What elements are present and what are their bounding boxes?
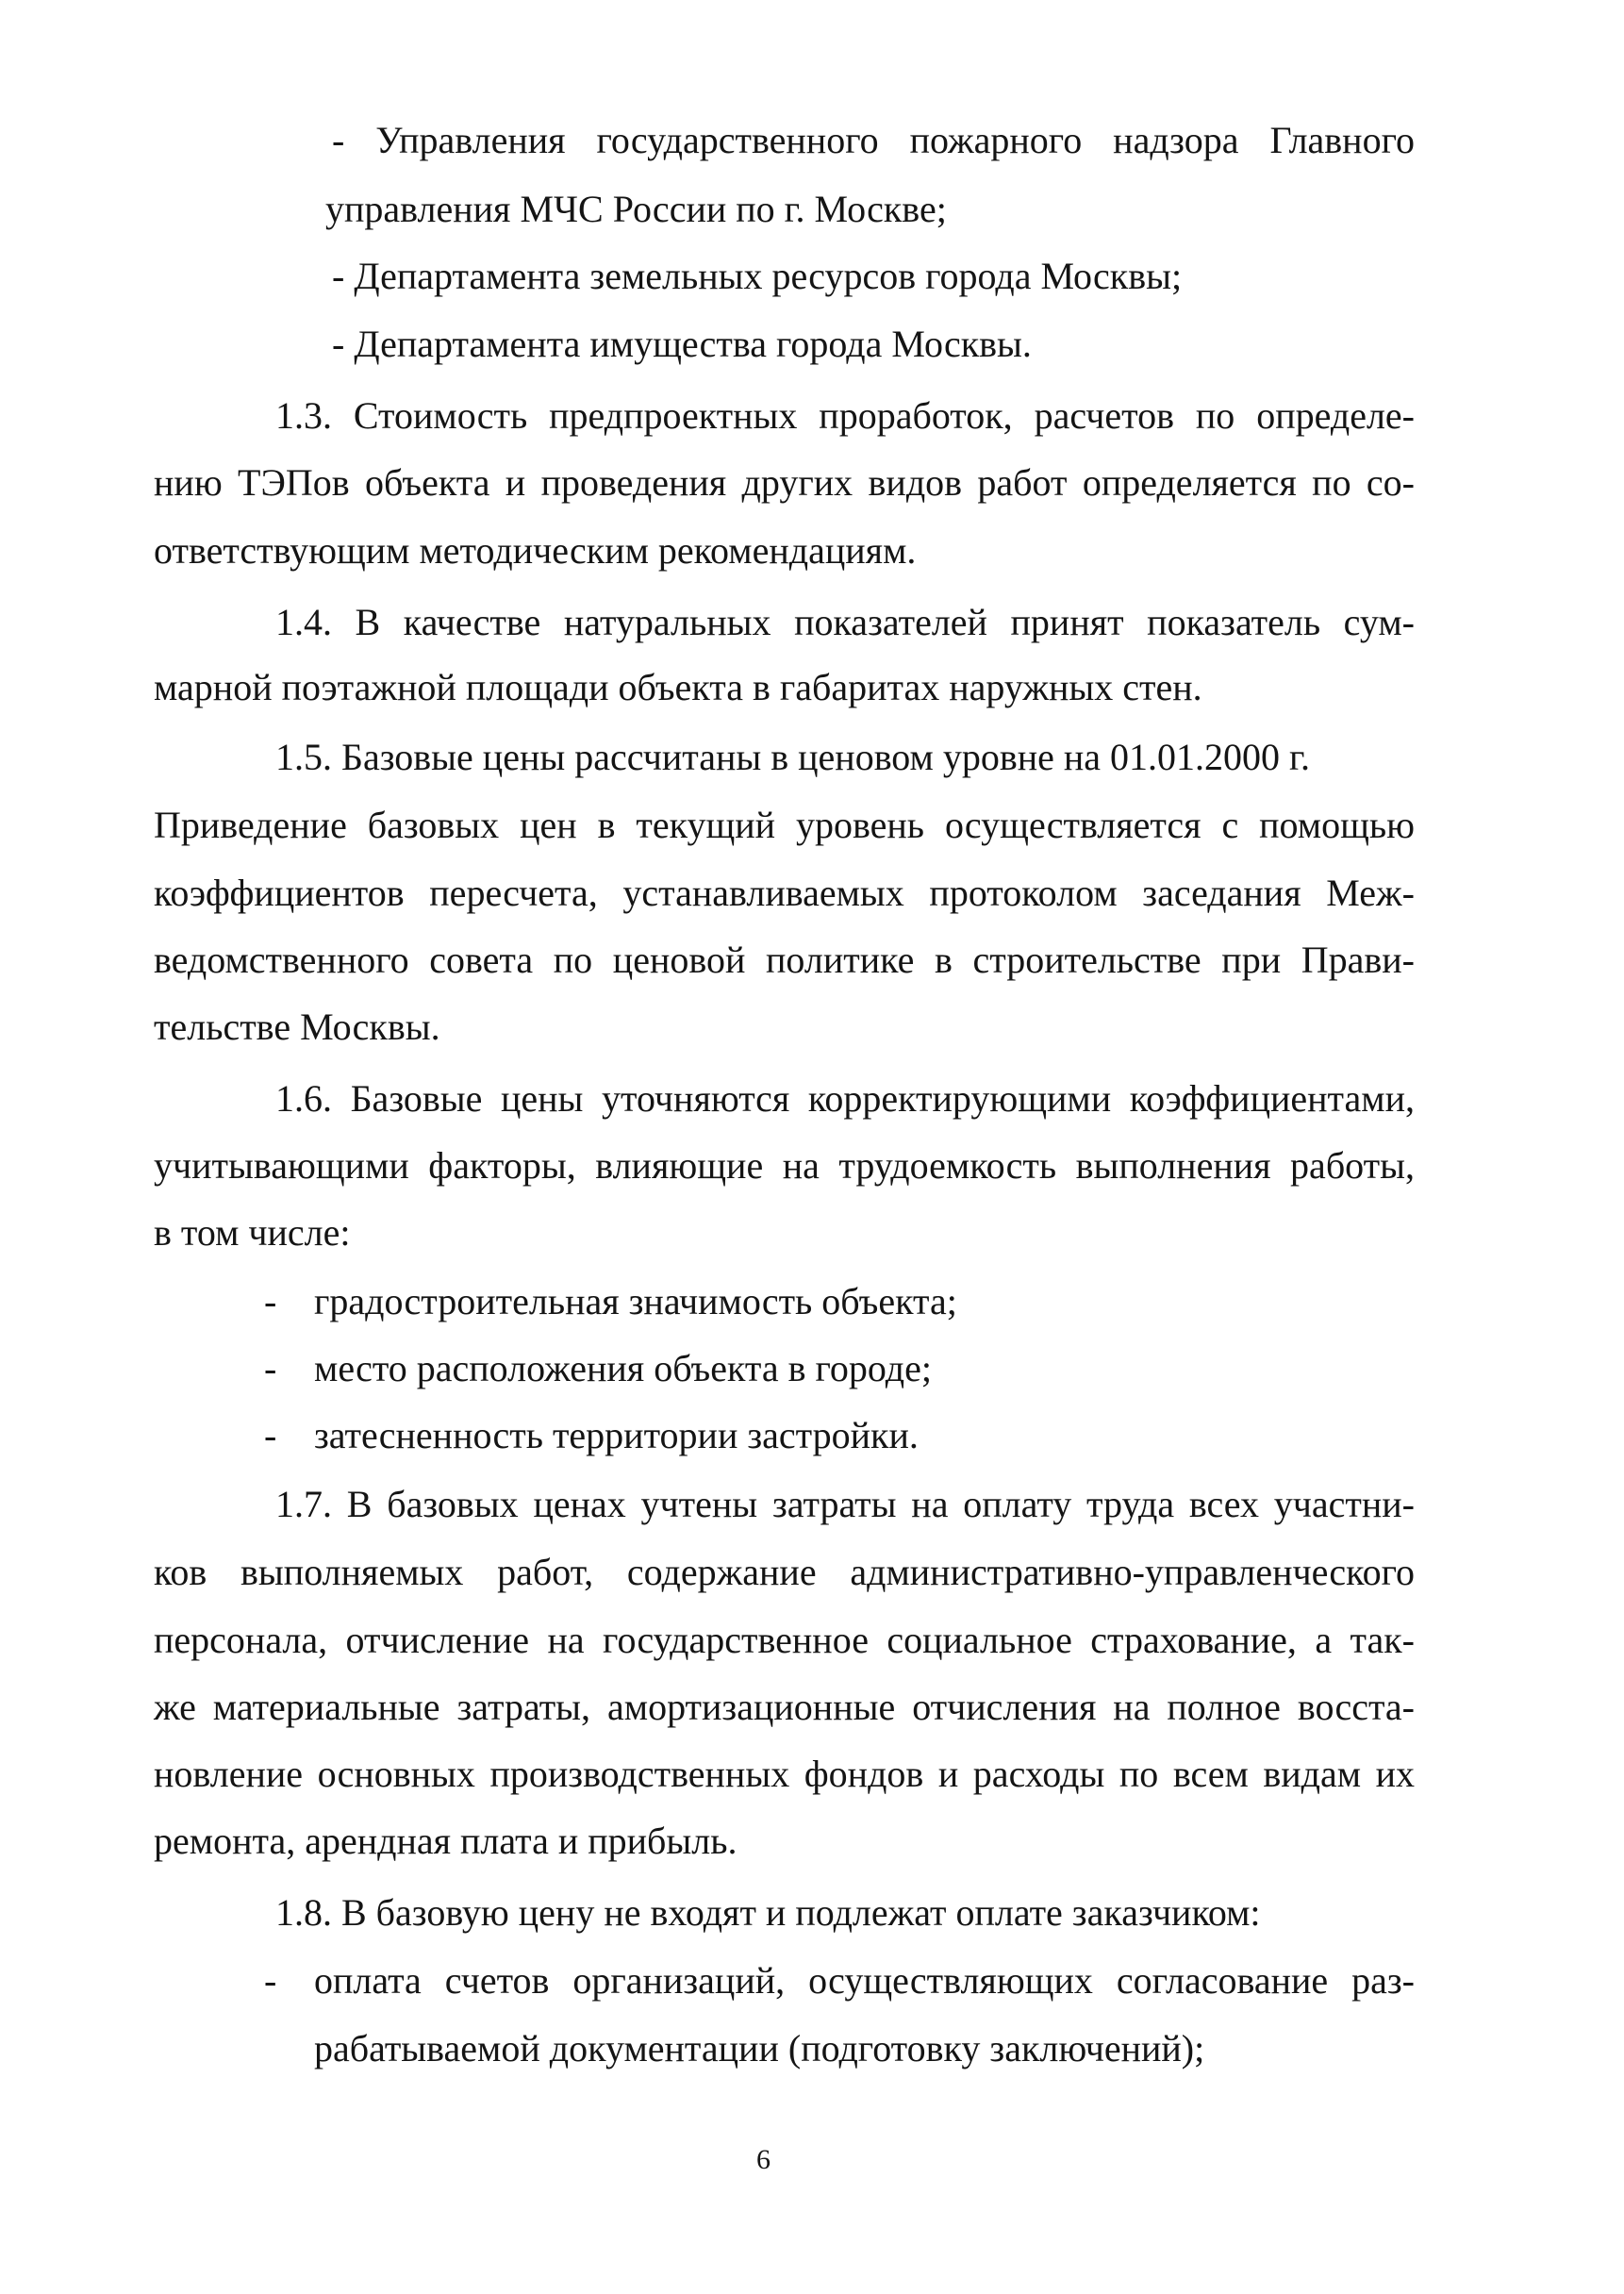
paragraph-1-6-line: 1.6. Базовые цены уточняются корректирующими коэффициентами, — [275, 1077, 1415, 1120]
bullet-item-continuation: рабатываемой документации (подготовку заключений); — [314, 2027, 1205, 2070]
bullet-dash: - — [264, 1280, 277, 1322]
paragraph-1-3-line: нию ТЭПов объекта и проведения других видов работ определяется по со- — [154, 461, 1415, 504]
paragraph-1-6-line: в том числе: — [154, 1211, 351, 1254]
text-line: - Департамента земельных ресурсов города Москвы; — [332, 255, 1183, 297]
paragraph-1-7-line: ков выполняемых работ, содержание административно-управленческого — [154, 1551, 1415, 1593]
paragraph-1-7-line: персонала, отчисление на государственное социальное страхование, а так- — [154, 1619, 1415, 1661]
paragraph-1-4-line: марной поэтажной площади объекта в габаритах наружных стен. — [154, 666, 1202, 708]
paragraph-1-7-line: новление основных производственных фондов и расходы по всем видам их — [154, 1753, 1415, 1795]
bullet-dash: - — [264, 1959, 277, 2002]
paragraph-1-5-line: ведомственного совета по ценовой политике в строительстве при Прави- — [154, 939, 1415, 981]
paragraph-1-3-line: 1.3. Стоимость предпроектных проработок, расчетов по определе- — [275, 394, 1415, 437]
paragraph-1-7-line: ремонта, арендная плата и прибыль. — [154, 1820, 737, 1862]
paragraph-1-5-line: тельстве Москвы. — [154, 1006, 440, 1048]
text-line: - Управления государственного пожарного надзора Главного — [332, 119, 1415, 161]
page-number: 6 — [756, 2144, 771, 2175]
paragraph-1-7-line: 1.7. В базовых ценах учтены затраты на оплату труда всех участни- — [275, 1483, 1415, 1525]
paragraph-1-7-line: же материальные затраты, амортизационные отчисления на полное восста- — [154, 1686, 1415, 1728]
paragraph-1-4-line: 1.4. В качестве натуральных показателей принят показатель сум- — [275, 601, 1415, 643]
bullet-item: оплата счетов организаций, осуществляющих согласование раз- — [314, 1959, 1415, 2002]
bullet-item: градостроительная значимость объекта; — [314, 1280, 957, 1322]
bullet-item: затесненность территории застройки. — [314, 1414, 919, 1456]
text-line: - Департамента имущества города Москвы. — [332, 323, 1032, 365]
bullet-item: место расположения объекта в городе; — [314, 1347, 932, 1389]
paragraph-1-5-line: 1.5. Базовые цены рассчитаны в ценовом уровне на 01.01.2000 г. — [275, 736, 1310, 778]
paragraph-1-8-line: 1.8. В базовую цену не входят и подлежат оплате заказчиком: — [275, 1891, 1261, 1934]
paragraph-1-5-line: Приведение базовых цен в текущий уровень осуществляется с помощью — [154, 804, 1415, 846]
bullet-dash: - — [264, 1414, 277, 1456]
paragraph-1-3-line: ответствующим методическим рекомендациям. — [154, 529, 917, 572]
text-line: управления МЧС России по г. Москве; — [325, 188, 947, 230]
bullet-dash: - — [264, 1347, 277, 1389]
paragraph-1-5-line: коэффициентов пересчета, устанавливаемых протоколом заседания Меж- — [154, 872, 1415, 914]
paragraph-1-6-line: учитывающими факторы, влияющие на трудоемкость выполнения работы, — [154, 1144, 1415, 1187]
